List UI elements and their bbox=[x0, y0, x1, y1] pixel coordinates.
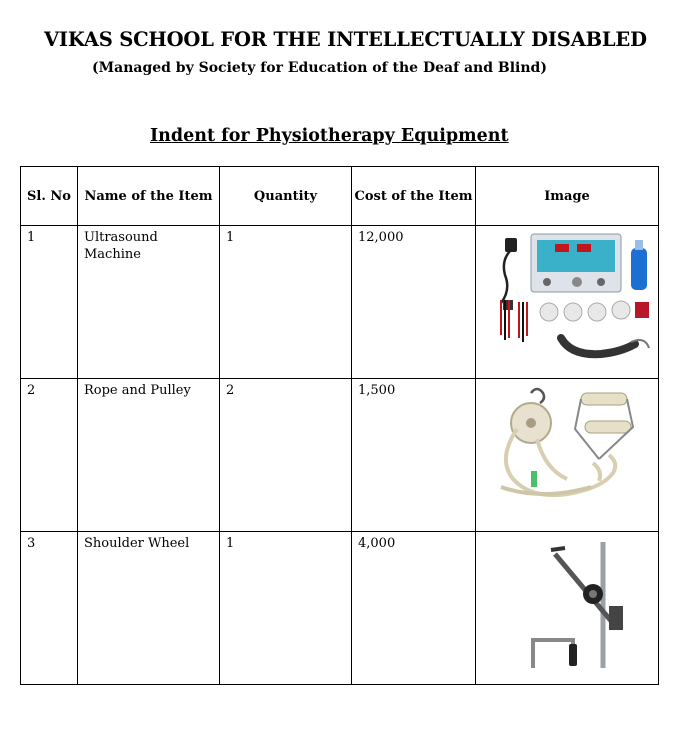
cell-sl-no: 2 bbox=[21, 379, 78, 532]
cell-image bbox=[476, 532, 659, 685]
cell-quantity: 1 bbox=[220, 226, 352, 379]
ultrasound-machine-image bbox=[481, 230, 653, 370]
cell-quantity: 1 bbox=[220, 532, 352, 685]
header-sl-no: Sl. No bbox=[21, 167, 78, 226]
cell-sl-no: 1 bbox=[21, 226, 78, 379]
document-title: Indent for Physiotherapy Equipment bbox=[150, 126, 509, 146]
table-row bbox=[21, 379, 659, 532]
table-row bbox=[21, 226, 659, 379]
header-image: Image bbox=[476, 167, 659, 226]
shoulder-wheel-image bbox=[481, 536, 653, 676]
table-header-row bbox=[21, 167, 659, 226]
cell-cost: 4,000 bbox=[352, 532, 476, 685]
school-name: VIKAS SCHOOL FOR THE INTELLECTUALLY DISABLED bbox=[44, 28, 647, 51]
cell-image bbox=[476, 226, 659, 379]
cell-item-name: Rope and Pulley bbox=[78, 379, 220, 532]
cell-cost: 1,500 bbox=[352, 379, 476, 532]
cell-sl-no: 3 bbox=[21, 532, 78, 685]
cell-image bbox=[476, 379, 659, 532]
header-cost: Cost of the Item bbox=[352, 167, 476, 226]
managed-by-line: (Managed by Society for Education of the Deaf and Blind) bbox=[92, 60, 547, 76]
table-row bbox=[21, 532, 659, 685]
header-item-name: Name of the Item bbox=[78, 167, 220, 226]
cell-item-name: Shoulder Wheel bbox=[78, 532, 220, 685]
cell-item-name: Ultrasound Machine bbox=[78, 226, 220, 379]
cell-cost: 12,000 bbox=[352, 226, 476, 379]
indent-table bbox=[20, 166, 659, 685]
header-quantity: Quantity bbox=[220, 167, 352, 226]
cell-quantity: 2 bbox=[220, 379, 352, 532]
rope-pulley-image bbox=[481, 383, 653, 523]
